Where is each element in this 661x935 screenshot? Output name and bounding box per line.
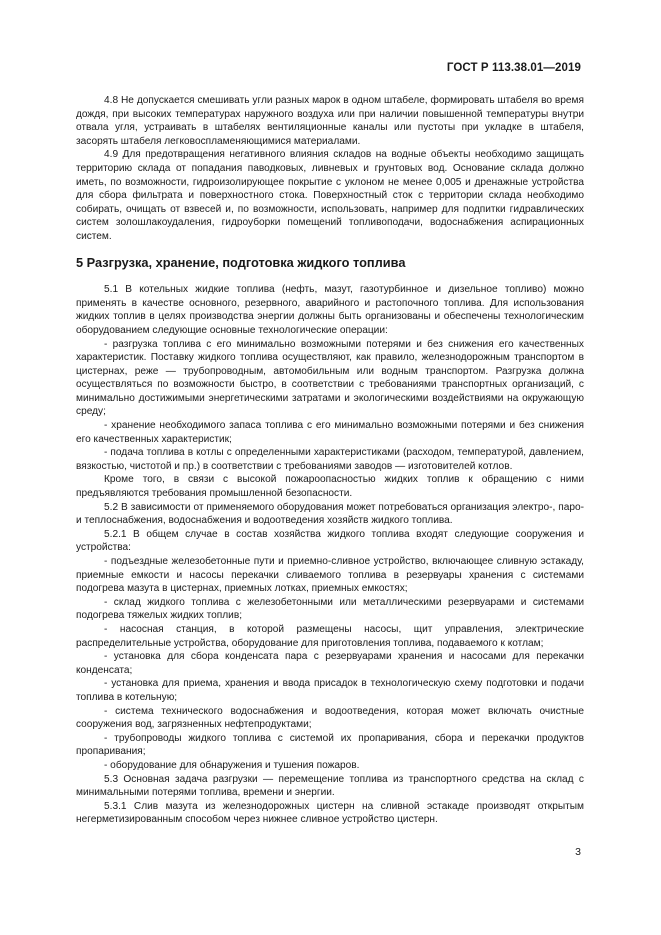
paragraph-5-2: 5.2 В зависимости от применяемого оборудования может потребоваться организация электро-, паро- и теплоснабжения, водоснабжения и водоотведения хозяйств жидкого топлива. (76, 501, 584, 527)
page-body (76, 94, 584, 827)
section-5-title: 5 Разгрузка, хранение, подготовка жидкого топлива (76, 254, 406, 270)
paragraph-4-9: 4.9 Для предотвращения негативного влияния складов на водные объекты необходимо защищать территорию склада от попадания паводковых, ливневых и грунтовых вод. Основание склада должно иметь, по возможности, гидроизолирующее покрытие с уклоном не менее 0,005 и дренажные устройства для сбора фильтрата и поверхностного стока. Поверхностный сток с территории склада необходимо собирать, очищать от взвесей и, по возможности, использовать, например для подпитки гидравлических систем золошлакоудаления, гидроуборки помещений топливоподачи, водоснабжения аспирационных систем. (76, 149, 584, 242)
list-item: - подъездные железобетонные пути и приемно-сливное устройство, включающее сливную эстакаду, приемные емкости и насосы перекачки сливаемого топлива в резервуары хранения с системами подогрева мазута в цистернах, приемных лотках, приемных емкостях; (76, 556, 584, 595)
list-item: - оборудование для обнаружения и тушения пожаров. (104, 759, 360, 771)
list-item: - система технического водоснабжения и водоотведения, которая может включать очистные сооружения вод, загрязненных нефтепродуктами; (76, 705, 584, 731)
paragraph-5-2-1: 5.2.1 В общем случае в состав хозяйства жидкого топлива входят следующие сооружения и устройства: (76, 528, 584, 554)
list-item: - насосная станция, в которой размещены насосы, щит управления, электрические распределительные устройства, оборудование для приготовления топлива, подаваемого к котлам; (76, 623, 584, 649)
list-item: - установка для сбора конденсата пара с резервуарами хранения и насосами для перекачки конденсата; (76, 651, 584, 676)
paragraph-4-8: 4.8 Не допускается смешивать угли разных марок в одном штабеле, формировать штабеля во время дождя, при высоких температурах наружного воздуха или при наличии повышенной температуры внутри отвала угля, устраивать в штабелях вентиляционные каналы или пустоты при укладке в штабеля, засорять штабеля легковоспламеняющимися материалами. (76, 95, 584, 147)
list-item: - трубопроводы жидкого топлива с системой их пропаривания, сбора и перекачки продуктов пропаривания; (76, 732, 584, 758)
page-number: 3 (575, 846, 581, 858)
paragraph-5-3-1: 5.3.1 Слив мазута из железнодорожных цистерн на сливной эстакаде производят открытым негерметизированным способом через нижнее сливное устройство цистерн. (76, 800, 584, 826)
paragraph-5-1-note: Кроме того, в связи с высокой пожароопасностью жидких топлив к обращению с ними предъявляются требования промышленной безопасности. (76, 474, 584, 500)
list-item: - склад жидкого топлива с железобетонными или металлическими резервуарами и системами подогрева тяжелых жидких топлив; (76, 596, 584, 622)
list-item: - подача топлива в котлы с определенными характеристиками (расходом, температурой, давлением, вязкостью, чистотой и пр.) в соответствии с требованиями заводов — изготовителей котлов. (76, 447, 584, 472)
paragraph-5-3: 5.3 Основная задача разгрузки — перемещение топлива из транспортного средства на склад с минимальными потерями топлива, времени и энергии. (76, 773, 584, 799)
list-item: - установка для приема, хранения и ввода присадок в технологическую схему подготовки и подачи топлива в котельную; (76, 678, 584, 703)
list-item: - хранение необходимого запаса топлива с его минимально возможными потерями и без снижения его качественных характеристик; (76, 420, 584, 445)
list-item: - разгрузка топлива с его минимально возможными потерями и без снижения его качественных характеристик. Поставку жидкого топлива осуществляют, как правило, железнодорожным транспортом в цистернах, реже — трубопроводным, автомобильным или водным транспортом. Разгрузка должна осуществляться по возможности быстро, в соответствии с требованиями транспортных организаций, с минимально достижимыми энергетическими затратами и экологическими воздействиями на окружающую среду; (76, 338, 584, 418)
document-code: ГОСТ Р 113.38.01—2019 (446, 62, 581, 74)
paragraph-5-1: 5.1 В котельных жидкие топлива (нефть, мазут, газотурбинное и дизельное топливо) можно применять в качестве основного, резервного, аварийного и растопочного топлива. Для использования жидких топлив в целях производства энергии должны быть организованы и обеспечены технологическим оборудованием следующие основные технологические операции: (76, 284, 584, 336)
